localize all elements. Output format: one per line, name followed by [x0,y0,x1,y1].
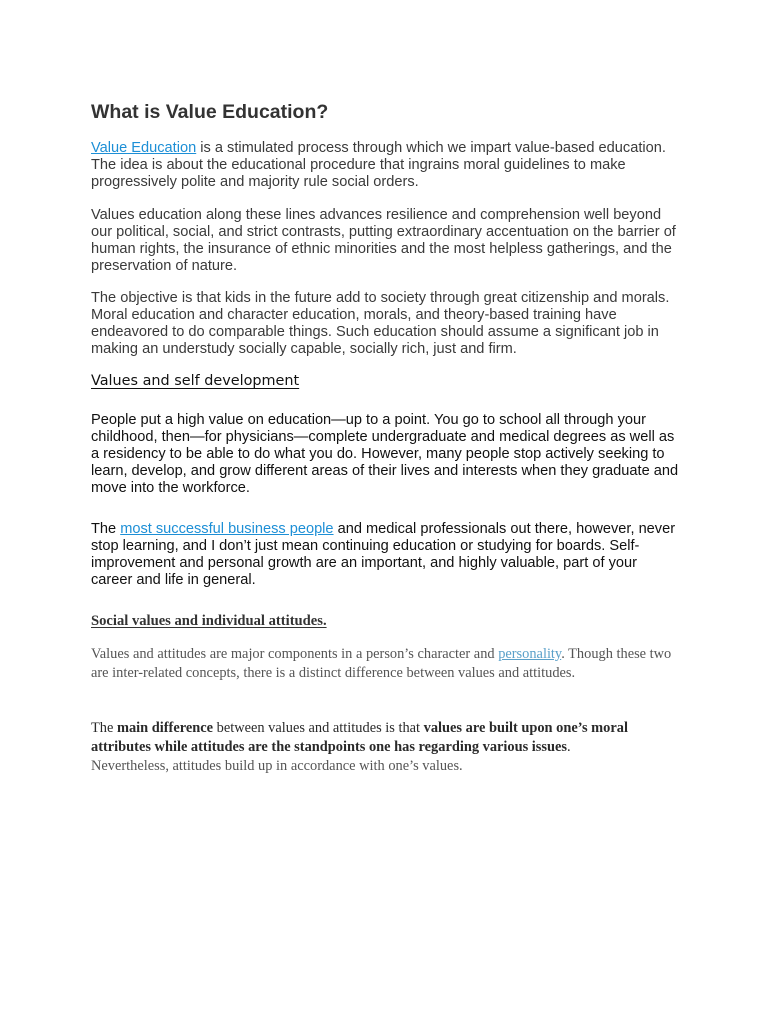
main-difference-t3: . [567,739,571,755]
education-value-paragraph: People put a high value on education—up to a point. You go to school all through your childhood, then—for physicians—complete undergraduate and medical degrees as well as a residency to be able to do what you do. However, many people stop actively seeking to learn, develop, and grow different areas of their lives and interests when they graduate and move into the workforce. [91,412,679,496]
main-difference-t2: between values and attitudes is that [213,720,424,736]
intro-paragraph [91,140,681,191]
section-heading-self-development: Values and self development [91,373,300,389]
main-difference-bold-1: main difference [116,720,214,736]
section-heading-social-values: Social values and individual attitudes. [91,613,327,629]
objective-paragraph: The objective is that kids in the future add to society through great citizenship and morals. Moral education and character education, morals, and theory-based training have endeavored to do comparable things. Such education should assume a significant job in making an understudy socially capable, socially rich, just and firm. [91,290,670,357]
values-attitudes-rest: . Though these two are inter-related concepts, there is a distinct difference between values and attitudes. [91,646,672,681]
personality-link[interactable]: personality [498,646,562,662]
learning-paragraph [91,521,681,589]
main-difference-t4: Nevertheless, attitudes build up in accordance with one’s values. [91,758,463,774]
page-title: What is Value Education? [91,101,329,123]
values-attitudes-lead: Values and attitudes are major components in a person’s character and [91,646,499,662]
values-attitudes-paragraph [91,645,681,683]
value-education-link[interactable]: Value Education [91,140,197,156]
resilience-paragraph: Values education along these lines advances resilience and comprehension well beyond our political, social, and strict contrasts, putting extraordinary accentuation on the barrier of human rights, the insurance of ethnic minorities and the most helpless gatherings, and the preservation of nature. [91,207,676,274]
business-people-link[interactable]: most successful business people [120,521,334,537]
main-difference-paragraph [91,719,681,776]
main-difference-bold-2: values are built upon one’s moral attributes while attitudes are the standpoints one has regarding various issues [91,720,628,755]
learning-paragraph-rest: and medical professionals out there, however, never stop learning, and I don’t just mean continuing education or studying for boards. Self-improvement and personal growth are an important, and highly valuable, part of your career and life in general. [91,521,676,588]
intro-paragraph-text: is a stimulated process through which we impart value-based education. The idea is about the educational procedure that ingrains moral guidelines to make progressively polite and majority rule social orders. [91,140,666,190]
main-difference-t1: The [91,720,117,736]
learning-paragraph-lead: The [91,521,121,537]
